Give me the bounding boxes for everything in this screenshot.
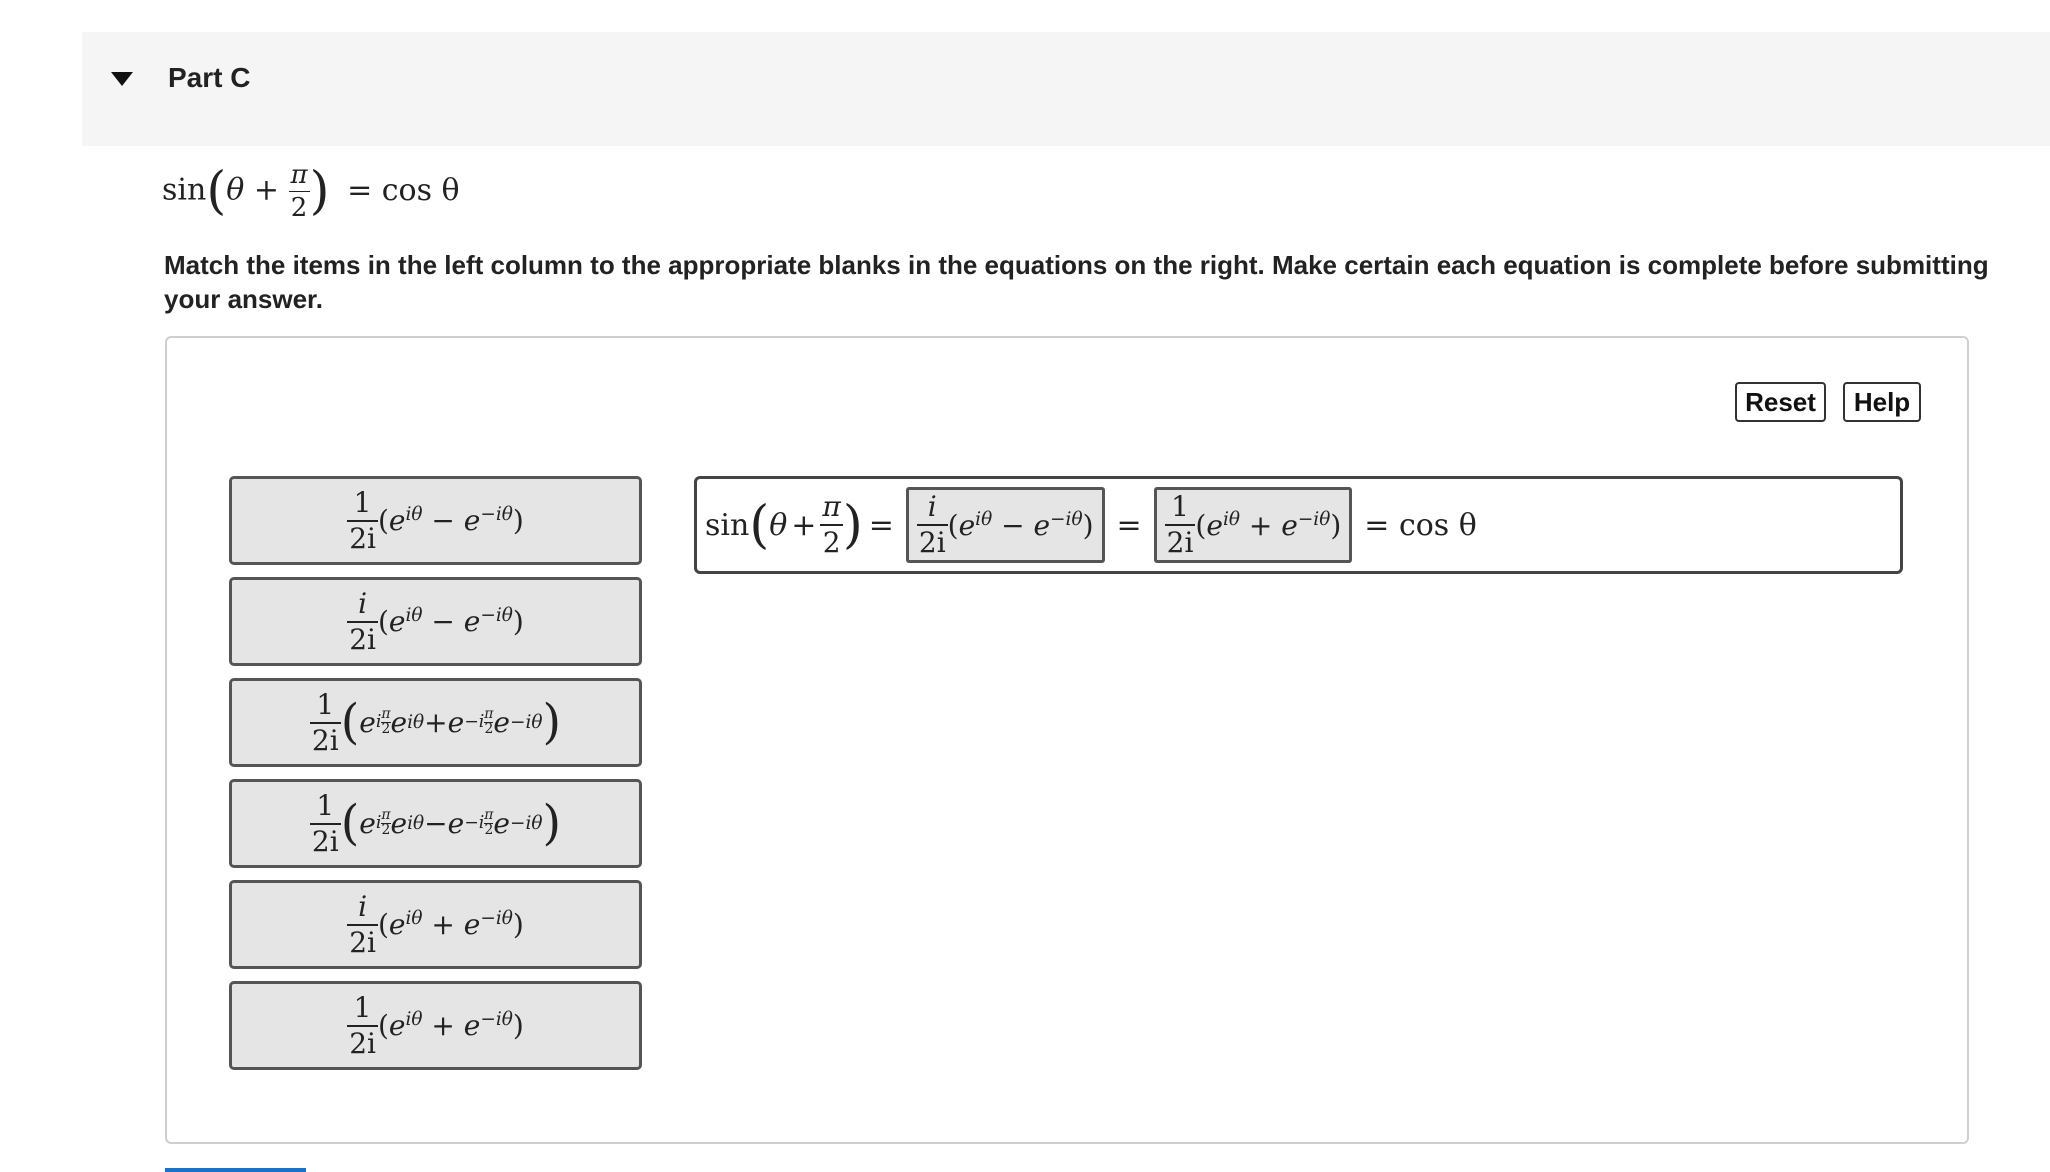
tile-1-over-2i-difference[interactable]: $\frac{1}{2i}$ $(e^{i\theta} - e^{-i\theta})$ <box>229 476 642 565</box>
identity-rhs: = cos θ <box>347 172 460 208</box>
submit-button-edge[interactable] <box>165 1168 306 1172</box>
equation-container: sin ( θ + $\frac{\pi}{2}$ ) = $\frac{i}{2i}$ $(e^{i\theta} - e^{-i\theta})$ = $\frac{1}{2i}$ $(e^{i\theta} + e^{-i\theta})$ = cos θ <box>694 476 1903 574</box>
tile-coef-den: 2i <box>349 1026 376 1060</box>
slot-coef-num: i <box>927 490 937 523</box>
equals-sign: = <box>1116 507 1142 543</box>
equation-pi-over-2 <box>820 490 842 559</box>
tile-1-over-2i-shifted-sum[interactable]: $\frac{1}{2i}$ ( e i π 2 e iθ + e − i π 2 e −iθ ) <box>229 678 642 767</box>
part-title[interactable]: Part C <box>168 62 251 93</box>
answer-blank-1[interactable]: $\frac{i}{2i}$ $(e^{i\theta} - e^{-i\theta})$ <box>906 487 1105 563</box>
tile-1-over-2i-sum[interactable]: $\frac{1}{2i}$ $(e^{i\theta} + e^{-i\theta})$ <box>229 981 642 1070</box>
identity-pi-over-2 <box>289 162 310 221</box>
tile-coef-num: 1 <box>316 687 335 721</box>
equation-two: 2 <box>820 524 842 557</box>
tile-coef-num: 1 <box>353 485 372 519</box>
identity-pi: π <box>290 160 308 190</box>
tile-coef-num: i <box>358 586 368 620</box>
identity-sin: sin <box>162 172 207 208</box>
equation-sin: sin <box>705 507 750 543</box>
equation-theta: θ <box>769 507 788 543</box>
identity-plus: + <box>253 172 279 208</box>
identity-theta: θ <box>226 172 245 208</box>
identity-statement: sin(θ + $\frac{\pi}{2}$ ) = cos θ <box>162 160 460 223</box>
slot-coef-den: 2i <box>1166 526 1194 559</box>
tile-coef-den: 2i <box>311 824 339 858</box>
tile-i-over-2i-sum[interactable]: $\frac{i}{2i}$ $(e^{i\theta} + e^{-i\theta})$ <box>229 880 642 969</box>
answer-blank-2[interactable]: $\frac{1}{2i}$ $(e^{i\theta} + e^{-i\theta})$ <box>1154 487 1353 563</box>
part-header[interactable] <box>82 32 2050 146</box>
tile-1-over-2i-shifted-difference[interactable]: $\frac{1}{2i}$ ( e i π 2 e iθ − e − i π 2 e −iθ ) <box>229 779 642 868</box>
tile-i-over-2i-difference[interactable]: $\frac{i}{2i}$ $(e^{i\theta} - e^{-i\theta})$ <box>229 577 642 666</box>
tile-coef-num: 1 <box>353 990 372 1024</box>
equation-plus: + <box>791 507 817 543</box>
tile-coef-num: 1 <box>316 788 335 822</box>
instructions-text: Match the items in the left column to the appropriate blanks in the equations on the right. Make certain each equation is complete before submitting your answer. <box>164 250 1989 314</box>
triangle-down-icon[interactable] <box>110 70 134 88</box>
tile-coef-den: 2i <box>349 521 376 555</box>
help-button[interactable]: Help <box>1843 382 1921 422</box>
equation-pi: π <box>822 490 841 523</box>
identity-two: 2 <box>289 191 310 221</box>
tile-coef-den: 2i <box>349 925 376 959</box>
slot-coef-num: 1 <box>1171 490 1189 523</box>
tile-coef-den: 2i <box>311 723 339 757</box>
reset-button[interactable]: Reset <box>1735 382 1826 422</box>
equals-sign: = <box>868 507 894 543</box>
slot-coef-den: 2i <box>918 526 946 559</box>
tile-coef-num: i <box>358 889 368 923</box>
tile-coef-den: 2i <box>349 622 376 656</box>
equation-rhs: = cos θ <box>1364 507 1477 543</box>
